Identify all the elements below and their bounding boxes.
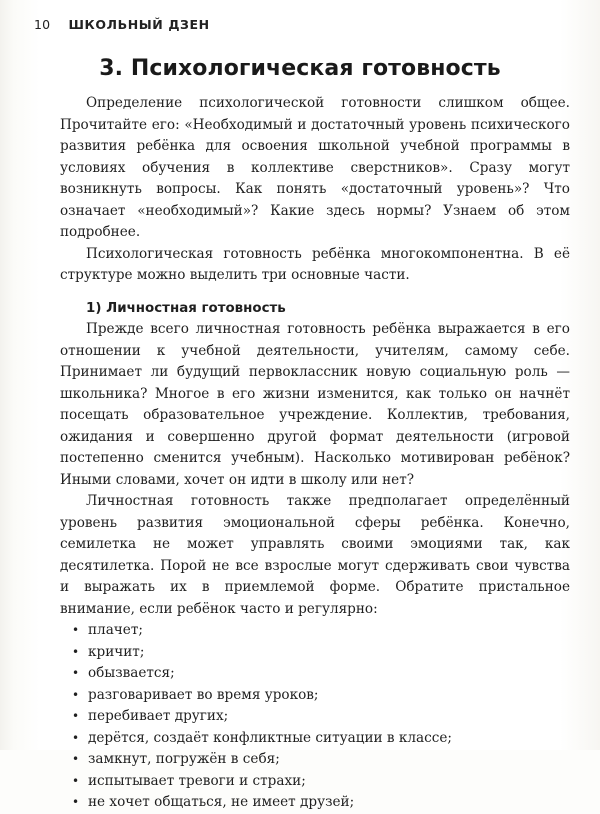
bullet-icon: • <box>72 752 80 766</box>
bullet-icon: • <box>72 666 80 680</box>
body-text <box>60 93 570 814</box>
list-item <box>72 771 570 793</box>
list-item <box>72 706 570 728</box>
running-head <box>34 17 210 32</box>
list-item-text: плачет; <box>88 622 143 638</box>
bullet-icon: • <box>72 709 80 723</box>
list-item <box>72 749 570 771</box>
section-gap <box>60 287 570 296</box>
bullet-icon: • <box>72 687 80 702</box>
list-item-text: дерётся, создаёт конфликтные ситуации в классе; <box>88 729 452 746</box>
list-item-text: не хочет общаться, не имеет друзей; <box>88 794 355 810</box>
list-item-text: обызвается; <box>88 665 175 681</box>
bullet-icon: • <box>72 644 80 659</box>
bullet-icon: • <box>72 730 80 745</box>
list-item <box>72 685 570 707</box>
list-item-text: кричит; <box>88 643 145 660</box>
section-heading: 1) Личностная готовность <box>86 300 286 316</box>
list-item-text: испытывает тревоги и страхи; <box>88 772 306 789</box>
list-item <box>72 642 570 664</box>
list-item-text: замкнут, погружён в себя; <box>88 751 280 767</box>
list-item <box>72 663 570 685</box>
chapter-title: 3. Психологическая готовность <box>99 56 501 81</box>
running-title: ШКОЛЬНЫЙ ДЗЕН <box>68 17 210 32</box>
page-number: 10 <box>34 17 51 32</box>
paragraph-definition: Определение психологической готовности слишком общее. Прочитайте его: «Необходимый и достаточный уровень психического развития ребёнка для освоения школьной учебной программы в условиях обучения в коллективе сверстников». Сразу могут возникнуть вопросы. Как понять «достаточный уровень»? Что означает «необходимый»? Какие здесь нормы? Узнаем об этом подробнее. <box>60 95 570 240</box>
paragraph-emotional-sphere: Личностная готовность также предполагает определённый уровень развития эмоциональной сферы ребёнка. Конечно, семилетка не может управлять своими эмоциями так, как десятилетка. Порой не все взрослые могут сдерживать свои чувства и выражать их в приемлемой форме. Обратите пристальное внимание, если ребёнок часто и регулярно: <box>60 493 570 617</box>
list-item <box>72 620 570 642</box>
bullet-icon: • <box>72 773 80 788</box>
list-item-text: разговаривает во время уроков; <box>88 686 319 703</box>
list-item <box>72 728 570 750</box>
paragraph-structure: Психологическая готовность ребёнка многокомпонентна. В её структуре можно выделить три основные части. <box>60 245 570 283</box>
bullet-icon: • <box>72 623 80 637</box>
list-item-text: перебивает других; <box>88 708 229 724</box>
symptom-list <box>60 620 570 814</box>
list-item <box>72 792 570 814</box>
bullet-icon: • <box>72 795 80 809</box>
paragraph-personal-readiness: Прежде всего личностная готовность ребёнка выражается в его отношении к учебной деятельности, учителям, самому себе. Принимает ли будущий первоклассник новую социальную роль — школьника? Многое в его жизни изменится, как только он начнёт посещать образовательное учреждение. Коллектив, требования, ожидания и совершенно другой формат деятельности (игровой постепенно сменится учебным). Насколько мотивирован ребёнок? Иными словами, хочет он идти в школу или нет? <box>60 321 570 488</box>
